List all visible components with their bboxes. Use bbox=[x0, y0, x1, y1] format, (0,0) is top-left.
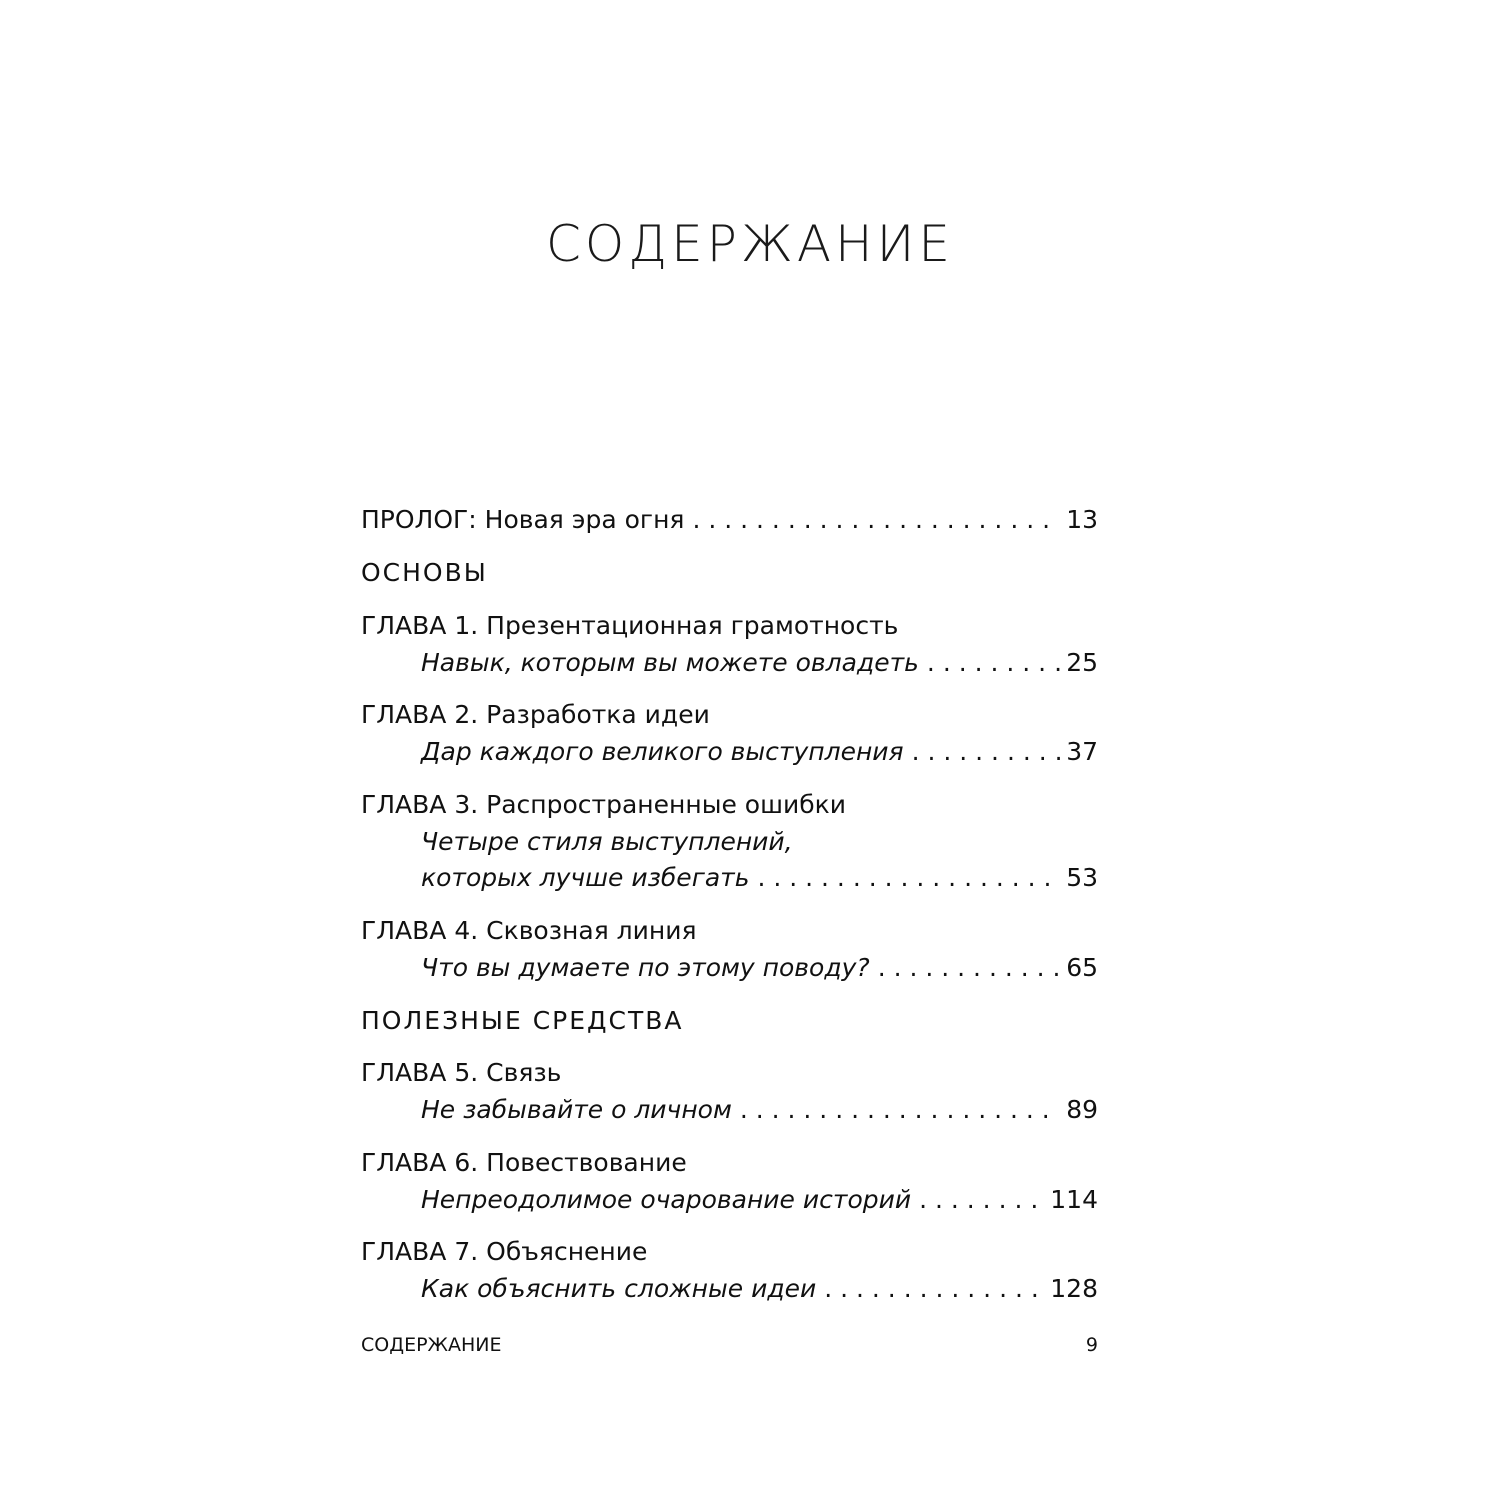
dot-leader bbox=[757, 861, 1060, 895]
toc-chapter-heading[interactable]: ГЛАВА 5. Связь bbox=[361, 1058, 562, 1087]
dot-leader bbox=[740, 1093, 1060, 1127]
toc-entry-title: ПРОЛОГ: Новая эра огня bbox=[361, 505, 685, 534]
toc-entry-title: Не забывайте о личном bbox=[421, 1095, 732, 1124]
toc-entry-title: Дар каждого великого выступления bbox=[421, 737, 904, 766]
toc-entry-prologue[interactable] bbox=[361, 503, 1098, 537]
toc-chapter-heading[interactable]: ГЛАВА 7. Объяснение bbox=[361, 1237, 648, 1266]
dot-leader bbox=[912, 735, 1061, 769]
toc-chapter-heading[interactable]: ГЛАВА 3. Распространенные ошибки bbox=[361, 790, 846, 819]
toc-entry-ch5[interactable] bbox=[421, 1093, 1098, 1127]
dot-leader bbox=[824, 1272, 1044, 1306]
toc-entry-title: которых лучше избегать bbox=[421, 863, 750, 892]
toc-entry-title: Как объяснить сложные идеи bbox=[421, 1274, 817, 1303]
toc-entry-ch4[interactable] bbox=[421, 951, 1098, 985]
toc-entry-ch7[interactable] bbox=[421, 1272, 1098, 1306]
toc-entry-title: Что вы думаете по этому поводу? bbox=[421, 953, 870, 982]
toc-entry-ch6[interactable] bbox=[421, 1183, 1098, 1217]
toc-page-number: 128 bbox=[1044, 1272, 1098, 1306]
toc-entry-subtitle: Четыре стиля выступлений, bbox=[421, 827, 793, 856]
toc-entry-ch2[interactable] bbox=[421, 735, 1098, 769]
toc-section-heading: ОСНОВЫ bbox=[361, 558, 488, 587]
dot-leader bbox=[927, 646, 1060, 680]
page-title: СОДЕРЖАНИЕ bbox=[546, 215, 954, 273]
toc-entry-ch3[interactable] bbox=[421, 861, 1098, 895]
toc-chapter-heading[interactable]: ГЛАВА 2. Разработка идеи bbox=[361, 700, 710, 729]
page-number: 9 bbox=[1085, 1334, 1098, 1356]
dot-leader bbox=[692, 503, 1060, 537]
toc-chapter-heading[interactable]: ГЛАВА 6. Повествование bbox=[361, 1148, 687, 1177]
toc-page-number: 65 bbox=[1060, 951, 1098, 985]
toc-chapter-heading[interactable]: ГЛАВА 4. Сквозная линия bbox=[361, 916, 697, 945]
toc-section-heading: ПОЛЕЗНЫЕ СРЕДСТВА bbox=[361, 1006, 684, 1035]
toc-page-number: 13 bbox=[1060, 503, 1098, 537]
toc-page-number: 53 bbox=[1060, 861, 1098, 895]
toc-entry-title: Навык, которым вы можете овладеть bbox=[421, 648, 919, 677]
toc-chapter-heading[interactable]: ГЛАВА 1. Презентационная грамотность bbox=[361, 611, 899, 640]
dot-leader bbox=[919, 1183, 1044, 1217]
toc-page-number: 89 bbox=[1060, 1093, 1098, 1127]
running-title: СОДЕРЖАНИЕ bbox=[361, 1334, 502, 1356]
page-footer bbox=[361, 1334, 1098, 1362]
toc-entry-title: Непреодолимое очарование историй bbox=[421, 1185, 912, 1214]
toc-page-number: 25 bbox=[1060, 646, 1098, 680]
toc-page-number: 114 bbox=[1044, 1183, 1098, 1217]
dot-leader bbox=[878, 951, 1061, 985]
toc-entry-ch1[interactable] bbox=[421, 646, 1098, 680]
toc-page-number: 37 bbox=[1060, 735, 1098, 769]
